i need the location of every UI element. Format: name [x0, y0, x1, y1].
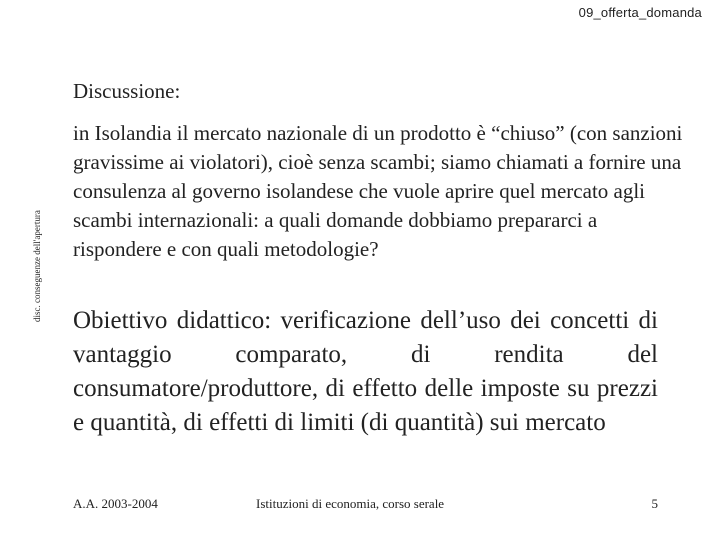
- discussion-paragraph: in Isolandia il mercato nazionale di un prodotto è “chiuso” (con sanzioni gravissime ai violatori), cioè senza scambi; siamo chiamati a fornire una consulenza al governo isolandese che vuole aprire quel mercato agli scambi internazionali: a quali domande dobbiamo prepararci a rispondere e con quali metodologie?: [73, 121, 683, 261]
- footer-course-title: Istituzioni di economia, corso serale: [256, 496, 445, 511]
- footer-academic-year: A.A. 2003-2004: [73, 496, 158, 511]
- slide-identifier: 09_offerta_domanda: [578, 5, 702, 20]
- discussion-heading: Discussione:: [73, 79, 181, 103]
- learning-objective: Obiettivo didattico: verificazione dell’uso dei concetti di vantaggio comparato, di rendita del consumatore/produttore, di effetto delle imposte su prezzi e quantità, di effetti di limiti (di quantità) sui mercato: [73, 307, 658, 436]
- vertical-side-label: disc. conseguenze dell'apertura: [32, 210, 42, 322]
- footer-page-number: 5: [651, 496, 658, 511]
